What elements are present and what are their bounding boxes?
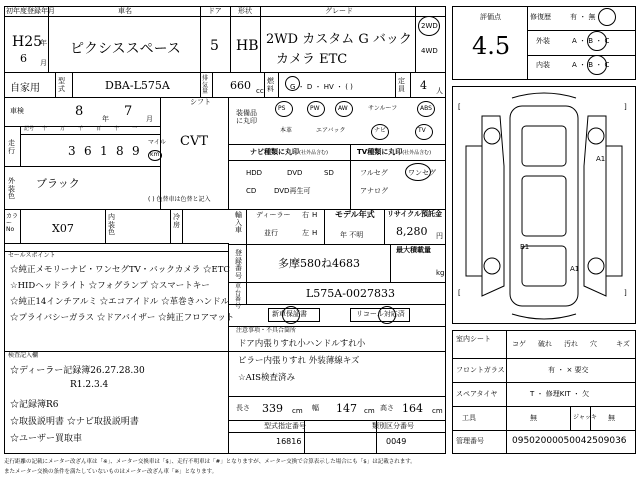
- displacement-label: 排気量: [202, 75, 209, 96]
- import-dealer: ディーラー: [256, 211, 291, 219]
- jack-value: 無: [608, 414, 615, 422]
- sales-point-line: ☆HIDヘッドライト ☆フォグランプ ☆スマートキー: [10, 281, 210, 291]
- import-handle-r: H: [312, 211, 318, 219]
- sales-point-line: ☆純正14インチアルミ ☆エコアイドル ☆革巻きハンドル: [10, 297, 230, 307]
- mileage-header-cell: 記号: [24, 126, 35, 132]
- import-parallel: 並行: [264, 229, 278, 237]
- class-label: 類別区分番号: [372, 422, 414, 430]
- inspection-month-unit: 月: [146, 115, 153, 123]
- repair-history-options: 有 ・ 無: [570, 13, 596, 21]
- inspection-year: 8: [75, 104, 84, 119]
- notes-line: ドア内張りすれ小ハンドルすれ小: [238, 339, 366, 349]
- mileage-digit: 9: [132, 144, 140, 158]
- exterior-grade-label: 外装: [536, 37, 550, 45]
- exterior-color: ブラック: [36, 177, 80, 190]
- score-value: 4.5: [472, 32, 511, 60]
- equipment-item: PW: [310, 105, 320, 112]
- tv-analog: アナログ: [360, 187, 388, 195]
- door-value: 5: [210, 38, 219, 54]
- footer-line2: またメーター交換の条件を満たしていないものはメーター改ざん車「※」となります。: [4, 469, 218, 475]
- navi-label: ナビ種類に丸印(社外品含む): [250, 148, 328, 156]
- repair-none-circle: [598, 8, 616, 26]
- model-value: DBA-L575A: [105, 79, 170, 92]
- interior-grade-label: 内装: [536, 61, 550, 69]
- registration-number: 多摩580ね4683: [278, 257, 360, 270]
- chassis-label: 車台番号: [235, 283, 242, 310]
- inspection-record-line: ☆取扱説明書 ☆ナビ取扱説明書: [10, 417, 139, 427]
- footer-line1: 走行距離の記載にメーター改ざん車は「※」、メーター交換車は「$」、走行不明車は「#」となりますが、メーター交換で合算表示した場合にも「$」は記載されます。: [4, 459, 416, 465]
- spare-tire-value: T ・ 修理KIT ・ 欠: [530, 390, 590, 398]
- width-unit: cm: [364, 407, 375, 415]
- recall-circle: [378, 306, 396, 324]
- navi-sd: SD: [324, 169, 334, 177]
- inspection-year-unit: 年: [102, 115, 109, 123]
- inspection-record-line: ☆ディーラー記録簿26.27.28.30: [10, 366, 145, 376]
- inspection-record-label: 検査記入欄: [8, 352, 39, 359]
- car-name: ピクシススペース: [70, 41, 181, 57]
- equipment-item: 本革: [280, 127, 293, 134]
- mileage-header-cell: 百: [96, 126, 102, 132]
- import-right: 右: [302, 211, 309, 219]
- year-unit: 年: [40, 39, 47, 47]
- front-glass-label: フロントガラス: [456, 366, 505, 374]
- displacement-value: 660: [230, 79, 251, 92]
- shape-label: 形状: [238, 7, 252, 15]
- max-load-label: 最大積載量: [396, 246, 431, 254]
- import-label: 輸入車: [235, 211, 242, 235]
- mileage-digit: 6: [84, 144, 92, 158]
- mileage-header-cell: 一: [132, 126, 138, 132]
- registration-label: 登録番号: [235, 249, 242, 281]
- displacement-unit: cc: [256, 87, 264, 95]
- door-label: ドア: [208, 7, 222, 15]
- diagram-mark-a1-right: A1: [596, 155, 606, 163]
- fuel-g-circle: [285, 76, 300, 91]
- color-code: X07: [52, 222, 74, 235]
- fuel-options: G ・ D ・ HV ・ ( ): [290, 83, 353, 91]
- navi-dvd: DVD: [287, 169, 303, 177]
- inspection-record-line: ☆記録簿R6: [10, 400, 59, 410]
- mileage-digit: 3: [68, 144, 76, 158]
- tv-fullseg: フルセグ: [360, 169, 388, 177]
- interior-color-label: 内装色: [108, 213, 115, 237]
- recycle-value: 8,280: [396, 225, 428, 238]
- diagram-bracket-r2: ]: [624, 289, 627, 297]
- management-label: 管理番号: [456, 437, 484, 445]
- seat-option: コゲ: [512, 340, 526, 348]
- shape-value: HB: [236, 38, 259, 54]
- repair-history-label: 修復歴: [530, 13, 551, 21]
- diagram-mark-b1: B1: [520, 243, 530, 251]
- capacity-value: 4: [420, 79, 427, 92]
- diagram-bracket-l2: [: [458, 289, 461, 297]
- mileage-label: 走行: [8, 139, 15, 155]
- height-unit: cm: [432, 407, 443, 415]
- equipment-item: AW: [338, 105, 348, 112]
- chassis-number: L575A-0027833: [306, 287, 395, 300]
- recycle-unit: 円: [436, 232, 443, 240]
- equipment-item: ナビ: [374, 127, 387, 134]
- seat-option: 汚れ: [564, 340, 578, 348]
- grade-line1: 2WD カスタム G バック: [266, 32, 412, 47]
- model-year-value: 年 不明: [340, 231, 364, 239]
- type-number: 16816: [276, 437, 302, 446]
- mileage-digit: 1: [100, 144, 108, 158]
- cooler-label: 冷房: [173, 213, 180, 229]
- score-label: 評価点: [480, 13, 501, 21]
- navi-dvd-play: DVD再生可: [274, 187, 311, 195]
- notes-line: ピラー内張りすれ 外装薄線キズ: [238, 356, 360, 366]
- management-value: 09502000050042509036: [512, 436, 627, 446]
- sales-point-line: ☆プライバシーガラス ☆ドアバイザー ☆純正フロアマット: [10, 313, 235, 323]
- interior-b-circle: [587, 55, 607, 75]
- first-reg-month: 6: [20, 52, 27, 65]
- equipment-item: サンルーフ: [368, 105, 398, 112]
- capacity-label: 定員: [398, 77, 405, 93]
- diagram-mark-a1-rear: A1: [570, 265, 580, 273]
- mileage-header-cell: 十: [42, 126, 48, 132]
- max-load-unit: kg: [436, 269, 445, 277]
- first-reg-year: H25: [12, 34, 43, 50]
- mileage-header-cell: 千: [78, 126, 84, 132]
- seat-option: 穴: [590, 340, 597, 348]
- mileage-digit: 8: [116, 144, 124, 158]
- diagram-bracket-r1: ]: [624, 103, 627, 111]
- exterior-note: ( ) 色替車は色替と記入: [148, 196, 211, 203]
- car-name-label: 車名: [118, 7, 132, 15]
- warranty-circle: [282, 306, 300, 324]
- sales-point-line: ☆純正メモリーナビ・ワンセグTV・バックカメラ ☆ETC: [10, 265, 230, 275]
- car-outline-diagram: [452, 86, 636, 324]
- front-glass-value: 有 ・ × 要交: [548, 366, 589, 374]
- recall: リコール対応済: [356, 310, 405, 318]
- mileage-unit-km: km: [150, 151, 160, 158]
- inspection-record-line: ☆ユーザー買取車: [10, 434, 83, 444]
- equipment-item: ABS: [420, 105, 432, 112]
- shift-value: CVT: [180, 134, 209, 149]
- grade-label: グレード: [325, 7, 353, 15]
- length-unit: cm: [292, 407, 303, 415]
- seat-option: キズ: [616, 340, 630, 348]
- length-label: 長さ: [236, 404, 250, 412]
- new-car-warranty: 新車保証書: [272, 310, 307, 318]
- notes-line: ☆AIS検査済み: [238, 373, 295, 383]
- seat-option: 破れ: [538, 340, 552, 348]
- tools-label: 工具: [462, 414, 476, 422]
- height-value: 164: [402, 402, 423, 415]
- capacity-unit: 人: [436, 87, 443, 95]
- mileage-header-cell: 十: [114, 126, 120, 132]
- tools-value: 無: [530, 414, 537, 422]
- diagram-bracket-l1: [: [458, 103, 461, 111]
- inspection-record-line: R1.2.3.4: [70, 380, 109, 390]
- model-year-label: モデル年式: [335, 210, 375, 219]
- mileage-unit-mile: マイル: [148, 139, 166, 146]
- first-reg-label: 初年度登録年月: [6, 7, 55, 15]
- color-code-label: カラー No: [6, 213, 19, 234]
- import-left: 左: [302, 229, 309, 237]
- month-unit: 月: [40, 59, 47, 67]
- shift-label: シフト: [190, 98, 211, 106]
- usage: 自家用: [10, 83, 40, 94]
- import-handle-l: H: [312, 229, 318, 237]
- navi-cd: CD: [246, 187, 257, 195]
- length-value: 339: [262, 402, 283, 415]
- equipment-item: TV: [418, 127, 426, 134]
- navi-hdd: HDD: [246, 169, 263, 177]
- tv-label: TV種類に丸印(社外品含む): [357, 148, 432, 156]
- grade-line2: カメラ ETC: [276, 52, 348, 67]
- sales-points-label: セールスポイント: [8, 252, 56, 259]
- width-value: 147: [336, 402, 357, 415]
- model-label: 型式: [58, 77, 65, 93]
- type-label: 型式指定番号: [264, 422, 306, 430]
- drive-4wd: 4WD: [421, 47, 438, 55]
- height-label: 高さ: [380, 404, 394, 412]
- interior-seat-label: 室内シート: [456, 335, 491, 343]
- exterior-b-circle: [587, 31, 607, 51]
- inspection-label: 車検: [10, 107, 24, 115]
- exterior-grade: A ・ B ・ C: [572, 37, 610, 45]
- inspection-month: 7: [124, 104, 133, 119]
- recycle-label: リサイクル預託金: [387, 210, 443, 218]
- interior-grade: A ・ B ・ C: [572, 61, 610, 69]
- equipment-item: PS: [278, 105, 286, 112]
- fuel-label: 燃料: [267, 77, 274, 93]
- jack-label: ジャッキ: [573, 414, 597, 421]
- mileage-header-cell: 万: [60, 126, 66, 132]
- class-number: 0049: [386, 437, 407, 446]
- equipment-label: 装備品に丸印: [236, 109, 257, 125]
- drive-2wd: 2WD: [421, 22, 438, 30]
- tv-oneseg: ワンセグ: [408, 169, 436, 177]
- notes-label: 注意事項・不具合箇所: [236, 327, 297, 334]
- exterior-label: 外装色: [8, 177, 15, 201]
- spare-tire-label: スペアタイヤ: [456, 390, 498, 398]
- width-label: 幅: [312, 404, 319, 412]
- equipment-item: エアバック: [316, 127, 346, 134]
